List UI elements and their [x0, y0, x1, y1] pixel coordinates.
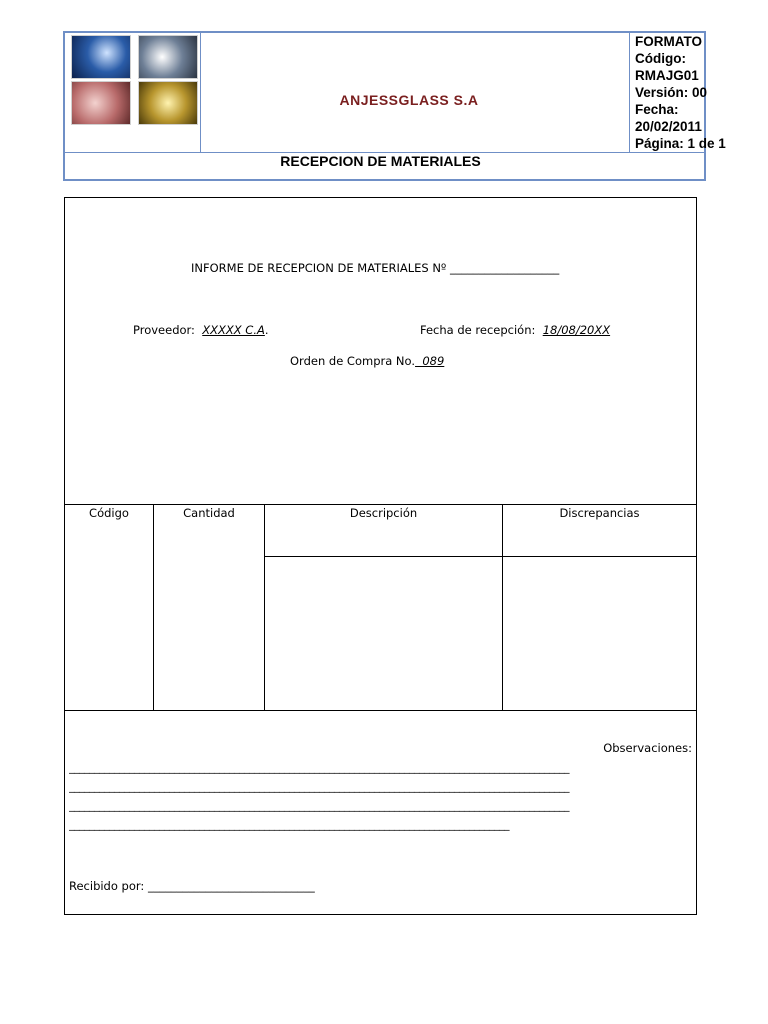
table-divider-2 — [264, 504, 265, 710]
reception-date-label: Fecha de recepción: — [420, 323, 536, 337]
date-value: 20/02/2011 — [635, 119, 702, 134]
supplier-field — [133, 323, 269, 337]
logo-tile-silver — [138, 35, 198, 79]
version-label: Versión: 00 — [635, 85, 708, 100]
column-header-description: Descripción — [349, 506, 418, 520]
table-bottom-border — [65, 710, 696, 711]
company-logo — [71, 35, 197, 125]
document-title: RECEPCION DE MATERIALES — [280, 153, 481, 169]
reception-date-value[interactable]: 18/08/20XX — [542, 323, 611, 337]
supplier-label: Proveedor: — [133, 323, 195, 337]
observations-label: Observaciones: — [603, 741, 692, 755]
observation-line[interactable]: ________________________________________________________________________________________ — [69, 818, 509, 831]
supplier-period: . — [264, 323, 269, 337]
reception-date-field — [420, 323, 610, 337]
purchase-order-value[interactable]: 089 — [415, 354, 445, 368]
purchase-order-field — [290, 354, 444, 368]
document-meta — [631, 33, 726, 152]
table-divider-1 — [153, 504, 154, 710]
date-label: Fecha: — [635, 102, 679, 117]
page-label: Página: 1 de 1 — [635, 136, 726, 151]
code-label: Código: — [635, 51, 686, 66]
received-by-line[interactable]: _____________________________ — [147, 879, 315, 893]
table-top-border — [65, 504, 696, 505]
logo-tile-rose — [71, 81, 131, 125]
column-header-discrepancies: Discrepancias — [559, 506, 640, 520]
logo-tile-gold — [138, 81, 198, 125]
company-name-cell — [201, 33, 630, 152]
supplier-value[interactable]: XXXXX C.A — [202, 323, 265, 337]
format-label: FORMATO — [635, 34, 702, 49]
logo-tile-blue — [71, 35, 131, 79]
document-title-row — [65, 152, 704, 180]
table-divider-3 — [502, 504, 503, 710]
purchase-order-label: Orden de Compra No. — [290, 354, 416, 368]
code-value: RMAJG01 — [635, 68, 699, 83]
observation-line[interactable]: ____________________________________________________________________________________________________ — [69, 761, 569, 774]
received-by-label: Recibido por: — [69, 879, 145, 893]
logo-cell — [65, 33, 201, 152]
reception-form — [64, 197, 697, 915]
column-header-quantity: Cantidad — [183, 506, 235, 520]
observation-line[interactable]: ____________________________________________________________________________________________________ — [69, 799, 569, 812]
received-by-field — [69, 879, 315, 893]
observation-line[interactable]: ____________________________________________________________________________________________________ — [69, 780, 569, 793]
table-header-bottom — [265, 556, 696, 557]
report-title: INFORME DE RECEPCION DE MATERIALES Nº ___________________ — [191, 261, 560, 275]
document-header — [63, 31, 726, 181]
column-header-code: Código — [89, 506, 129, 520]
company-name: ANJESSGLASS S.A — [339, 91, 479, 108]
